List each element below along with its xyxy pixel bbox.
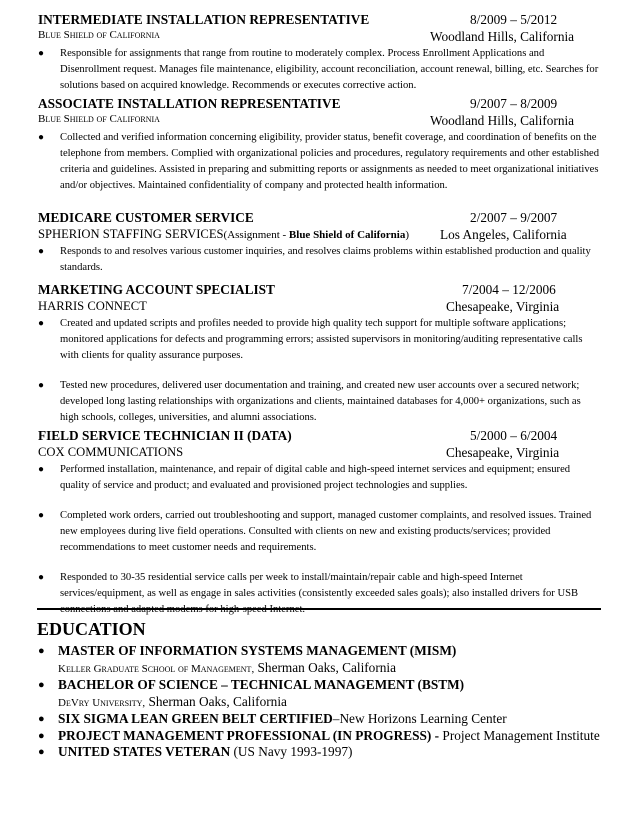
job-bullets: [38, 462, 600, 618]
degree-title: BACHELOR OF SCIENCE – TECHNICAL MANAGEMENT (BSTM): [58, 677, 465, 692]
veteran-detail: (US Navy 1993-1997): [230, 744, 353, 759]
list-item: [38, 316, 600, 364]
bullet-icon: ●: [38, 645, 45, 657]
job-dates: 5/2000 – 6/2004: [470, 428, 558, 443]
assignment-client: Blue Shield of California: [288, 229, 406, 241]
bullet-text: Completed work orders, carried out troubleshooting and support, managed customer complaints, and resolved issues. Trained new employees during live field operations. Consulted with clients on new and existing products/services; provided recommendations to meet customer needs and requirements.: [60, 510, 592, 553]
list-item: [38, 508, 600, 556]
company-name: Blue Shield of California: [38, 29, 160, 41]
job-location: Los Angeles, California: [440, 227, 567, 242]
job-title: ASSOCIATE INSTALLATION REPRESENTATIVE: [38, 96, 341, 111]
bullet-icon: ●: [38, 713, 45, 725]
job-location: Chesapeake, Virginia: [446, 445, 560, 460]
bullet-icon: ●: [38, 746, 45, 758]
list-item: [38, 643, 600, 660]
veteran-title: UNITED STATES VETERAN: [58, 744, 231, 759]
certification-provider: –New Horizons Learning Center: [332, 711, 507, 726]
bullet-text: Created and updated scripts and profiles needed to provide high quality tech support for multiple software applications; monitored applications for defects and programming errors; assisted supervisors in monitoring/auditing representative calls with clients for quality assurance purposes.: [60, 318, 583, 361]
job-dates: 8/2009 – 5/2012: [470, 12, 558, 27]
job-dates: 2/2007 – 9/2007: [470, 210, 558, 225]
assignment-note: [224, 229, 410, 241]
company-name-text: SPHERION STAFFING SERVICES: [38, 227, 224, 241]
job-location: Chesapeake, Virginia: [446, 299, 560, 314]
bullet-icon: ●: [38, 679, 45, 691]
list-item: [38, 130, 600, 194]
bullet-text: Responds to and resolves various customer inquiries, and resolves claims problems within established production and quality standards.: [60, 246, 591, 273]
job-title: MEDICARE CUSTOMER SERVICE: [38, 210, 254, 225]
list-spacer: [38, 494, 600, 508]
certification-provider: Project Management Institute: [439, 727, 600, 743]
company-name: COX COMMUNICATIONS: [38, 445, 184, 459]
certification-title: PROJECT MANAGEMENT PROFESSIONAL (IN PROGRESS) -: [58, 727, 440, 743]
list-spacer: [38, 364, 600, 378]
bullet-icon: ●: [38, 572, 45, 583]
school-name: DeVry University,: [58, 696, 146, 709]
job-bullets: [38, 244, 600, 276]
list-item: [38, 378, 600, 426]
list-item: [38, 744, 600, 761]
job-entry: [38, 428, 600, 618]
bullet-icon: ●: [38, 132, 45, 143]
bullet-icon: ●: [38, 729, 45, 742]
bullet-text: Collected and verified information concerning eligibility, provider status, benefit coverage, and coordination of benefits on the telephone from members. Complied with organizational policies and procedures, regulatory requirements and other established criteria and guidelines. Assisted in preparing and submitting reports or assignments as needed to meet organizational initiatives and/or objectives. Maintained confidentiality of company and protected health information.: [60, 132, 600, 191]
job-location: Woodland Hills, California: [430, 113, 575, 128]
company-name: Blue Shield of California: [38, 113, 160, 125]
school-location: Sherman Oaks, California: [148, 693, 287, 709]
degree-title: MASTER OF INFORMATION SYSTEMS MANAGEMENT (MISM): [58, 643, 457, 658]
job-entry: [38, 210, 600, 276]
bullet-text: Responsible for assignments that range from routine to moderately complex. Process Enrollment Applications and Disenrollment request. Manages file maintenance, eligibility, account reconciliation, account renewal, billing, etc. Searches for solutions based on acquired knowledge. Recommends or executes corrective action.: [60, 48, 599, 91]
school-line: [38, 694, 600, 712]
bullet-icon: ●: [38, 246, 45, 257]
bullet-icon: ●: [38, 464, 45, 475]
bullet-icon: ●: [38, 510, 45, 521]
education-heading: EDUCATION: [37, 619, 146, 639]
bullet-text: Tested new procedures, delivered user documentation and training, and created new user accounts over a secured network; developed long lasting relationships with organizations and clients, maintained databases for 4,000+ organizations, such as high schools, colleges, universities, and alumni associations.: [60, 380, 581, 423]
job-location: Woodland Hills, California: [430, 29, 575, 44]
job-dates: 9/2007 – 8/2009: [470, 96, 558, 111]
assignment-prefix: (Assignment -: [223, 229, 289, 241]
certification-title: SIX SIGMA LEAN GREEN BELT CERTIFIED: [58, 711, 333, 726]
education-list: [38, 643, 600, 761]
job-bullets: [38, 130, 600, 194]
list-item: [38, 244, 600, 276]
company-name: HARRIS CONNECT: [38, 299, 147, 313]
job-bullets: [38, 316, 600, 426]
bullet-icon: ●: [38, 48, 45, 59]
job-title: FIELD SERVICE TECHNICIAN II (DATA): [38, 428, 292, 443]
school-location: Sherman Oaks, California: [257, 659, 397, 675]
bullet-icon: ●: [38, 380, 45, 391]
section-divider: [37, 608, 601, 610]
job-bullets: [38, 46, 600, 94]
school-name: Keller Graduate School of Management,: [58, 662, 255, 675]
job-entry: [38, 96, 600, 194]
list-item: [38, 728, 600, 745]
list-item: [38, 46, 600, 94]
job-dates: 7/2004 – 12/2006: [462, 282, 556, 297]
job-title: INTERMEDIATE INSTALLATION REPRESENTATIVE: [38, 12, 370, 27]
bullet-text: Responded to 30-35 residential service calls per week to install/maintain/repair cable and high-speed Internet services/equipment, as well as engage in sales activities (consistently exceeded sales goals); also installed drivers for USB connections and adapted modems for high-speed Internet.: [60, 572, 579, 615]
bullet-text: Performed installation, maintenance, and repair of digital cable and high-speed internet services and equipment; ensured quality of service and product; and evaluated and provisioned project technologies and supplies.: [60, 464, 571, 491]
list-spacer: [38, 556, 600, 570]
list-item: [38, 570, 600, 618]
bullet-icon: ●: [38, 318, 45, 329]
list-item: [38, 711, 600, 728]
list-item: [38, 462, 600, 494]
company-name: [38, 227, 409, 242]
assignment-suffix: ): [405, 229, 410, 241]
school-line: [38, 660, 600, 678]
job-entry: [38, 282, 600, 426]
job-title: MARKETING ACCOUNT SPECIALIST: [38, 282, 275, 297]
list-item: [38, 677, 600, 694]
job-entry: [38, 12, 600, 94]
